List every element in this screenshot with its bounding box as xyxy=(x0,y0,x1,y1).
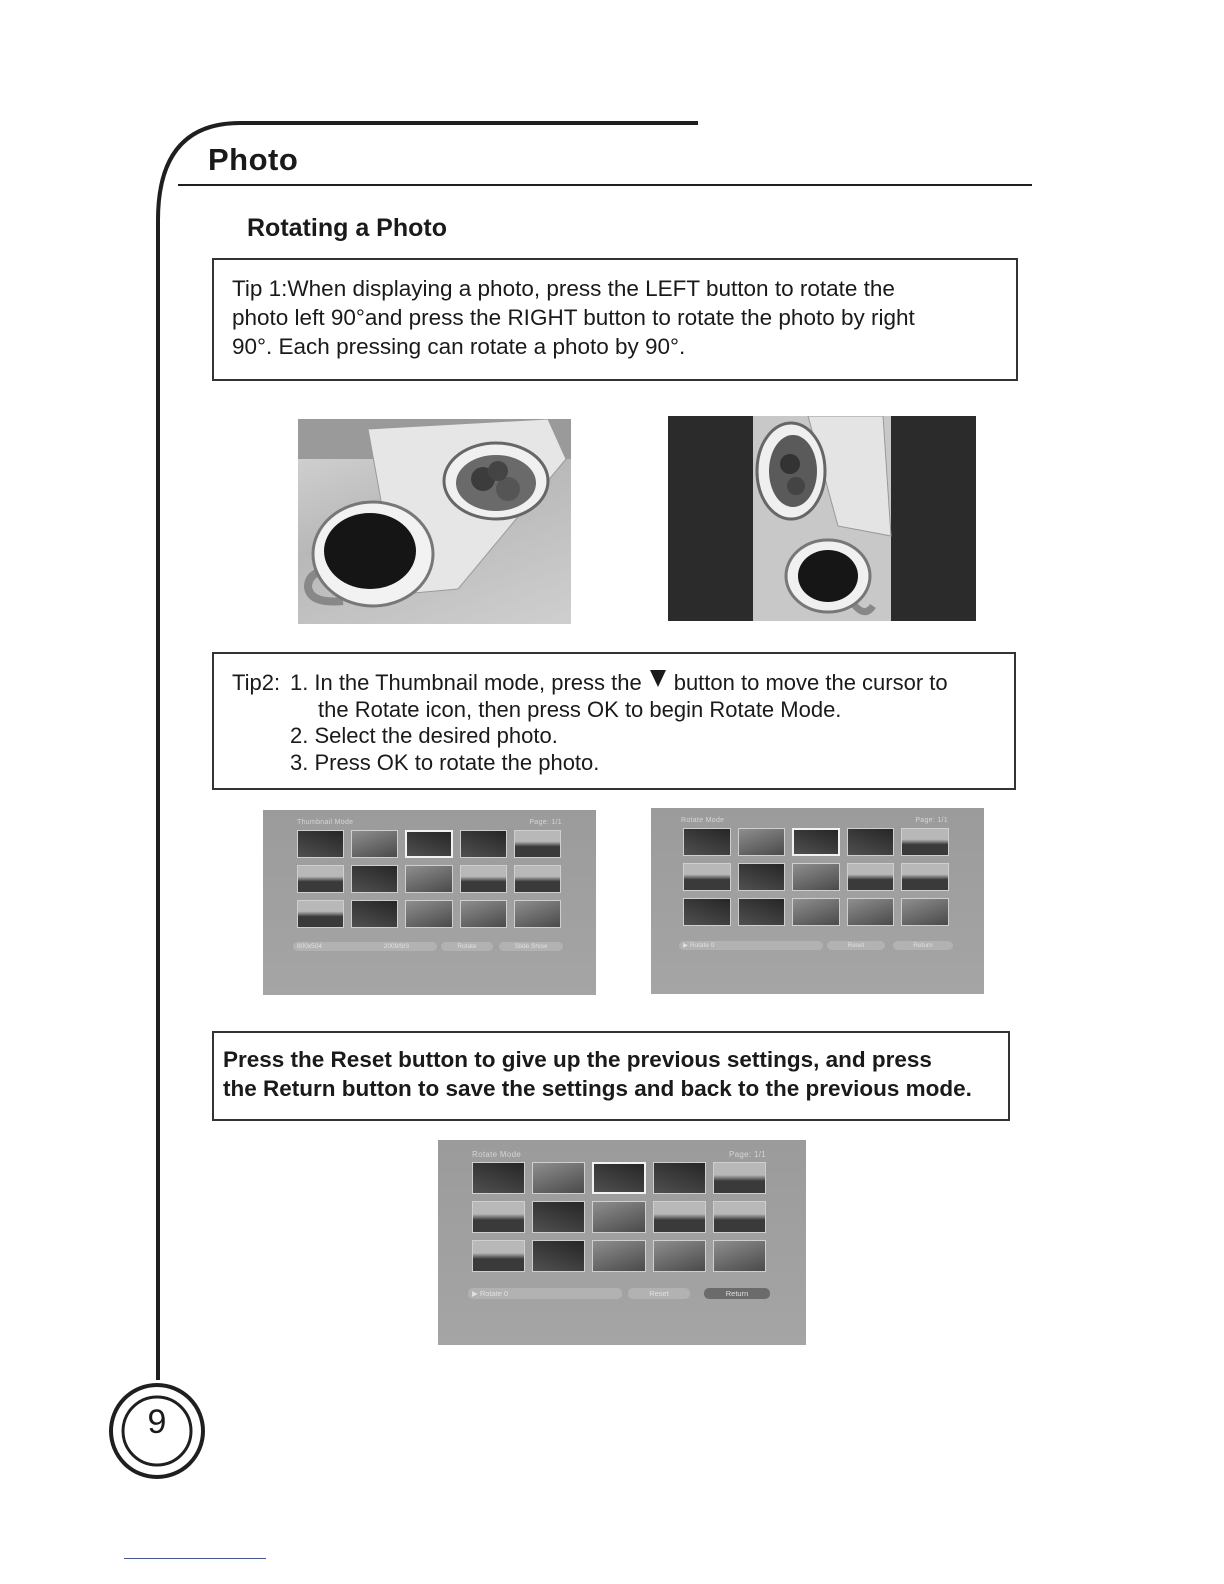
rotate-status-bar xyxy=(468,1288,622,1299)
thumbnail xyxy=(653,1201,706,1233)
tip2-step2: 2. Select the desired photo. xyxy=(290,723,558,748)
thumbnail xyxy=(351,830,398,858)
tip2-label: Tip2: xyxy=(232,670,281,695)
down-arrow-icon xyxy=(650,670,666,687)
thumbnail xyxy=(901,898,949,926)
step-number: 1. xyxy=(290,670,309,695)
thumbnail xyxy=(847,828,895,856)
footer-divider xyxy=(124,1558,266,1559)
resolution-text: 800x504 xyxy=(297,943,322,950)
thumbnail xyxy=(713,1240,766,1272)
tip1-line: photo left 90°and press the RIGHT button to rotate the photo by right xyxy=(232,305,915,330)
thumbnail xyxy=(297,830,344,858)
reset-button[interactable]: Reset xyxy=(628,1288,690,1299)
screen-page: Page: 1/1 xyxy=(915,817,948,824)
rotate-status-bar xyxy=(679,941,823,950)
thumbnail xyxy=(351,900,398,928)
thumbnail xyxy=(297,900,344,928)
thumbnail xyxy=(683,863,731,891)
thumbnail xyxy=(901,863,949,891)
tip2-step1-cont: the Rotate icon, then press OK to begin Rotate Mode. xyxy=(318,696,842,722)
thumbnail-grid xyxy=(683,828,949,926)
thumbnail xyxy=(472,1240,525,1272)
thumbnail xyxy=(847,898,895,926)
thumbnail xyxy=(351,865,398,893)
thumbnail-grid xyxy=(297,830,561,928)
rotate-mode-return-screenshot xyxy=(438,1140,806,1345)
play-icon: ▶ xyxy=(472,1289,478,1298)
thumbnail xyxy=(847,863,895,891)
page-title: Photo xyxy=(208,142,299,177)
thumbnail xyxy=(738,828,786,856)
thumbnail xyxy=(405,865,452,893)
thumbnail xyxy=(460,900,507,928)
coffee-photo-rotated xyxy=(668,416,976,621)
rotate-status: Rotate 0 xyxy=(479,1289,509,1298)
reset-button[interactable]: Reset xyxy=(827,941,885,950)
rotate-mode-screenshot xyxy=(651,808,984,994)
reset-return-note xyxy=(212,1031,1010,1121)
thumbnail-grid xyxy=(472,1162,766,1272)
thumbnail xyxy=(738,863,786,891)
slideshow-button[interactable]: Slide Show xyxy=(499,942,563,951)
tip1-line: Tip 1:When displaying a photo, press the LEFT button to rotate the xyxy=(232,276,895,301)
note-line: Press the Reset button to give up the previous settings, and press xyxy=(223,1047,932,1072)
thumbnail xyxy=(653,1240,706,1272)
page-number: 9 xyxy=(147,1403,167,1441)
thumbnail xyxy=(532,1201,585,1233)
rotate-status: Rotate 0 xyxy=(689,942,715,949)
thumbnail xyxy=(514,830,561,858)
rotate-button[interactable]: Rotate xyxy=(441,942,493,951)
thumbnail xyxy=(592,1201,645,1233)
thumbnail xyxy=(532,1240,585,1272)
screen-title: Rotate Mode xyxy=(472,1150,522,1159)
thumbnail-mode-screenshot xyxy=(263,810,596,995)
screen-title: Rotate Mode xyxy=(681,817,725,824)
thumbnail xyxy=(653,1162,706,1194)
thumbnail xyxy=(683,828,731,856)
tip2-step3: 3. Press OK to rotate the photo. xyxy=(290,749,600,775)
thumbnail xyxy=(514,865,561,893)
thumbnail xyxy=(472,1201,525,1233)
thumbnail xyxy=(460,830,507,858)
info-bar xyxy=(293,942,437,951)
tip2-step1-text: button to move the cursor to xyxy=(673,670,948,695)
thumbnail xyxy=(514,900,561,928)
coffee-photo-original xyxy=(298,419,571,624)
thumbnail xyxy=(792,863,840,891)
thumbnail xyxy=(683,898,731,926)
screen-title: Thumbnail Mode xyxy=(297,819,354,826)
tip2-step1-text: In the Thumbnail mode, press the xyxy=(314,670,642,695)
thumbnail xyxy=(792,898,840,926)
screen-page: Page: 1/1 xyxy=(529,819,562,826)
tip2-box xyxy=(212,652,1016,790)
screen-page: Page: 1/1 xyxy=(729,1150,766,1159)
thumbnail xyxy=(901,828,949,856)
thumbnail xyxy=(405,900,452,928)
note-line: the Return button to save the settings and back to the previous mode. xyxy=(223,1076,972,1101)
thumbnail xyxy=(713,1201,766,1233)
thumbnail xyxy=(297,865,344,893)
play-icon: ▶ xyxy=(683,942,688,949)
thumbnail xyxy=(792,828,840,856)
thumbnail xyxy=(592,1240,645,1272)
return-button[interactable]: Return xyxy=(704,1288,770,1299)
date-text: 2009/9/3 xyxy=(383,943,410,950)
thumbnail xyxy=(472,1162,525,1194)
thumbnail xyxy=(405,830,452,858)
thumbnail xyxy=(460,865,507,893)
section-heading: Rotating a Photo xyxy=(247,214,447,242)
thumbnail xyxy=(713,1162,766,1194)
return-button[interactable]: Return xyxy=(893,941,953,950)
tip1-box xyxy=(212,258,1018,381)
thumbnail xyxy=(738,898,786,926)
thumbnail xyxy=(532,1162,585,1194)
thumbnail xyxy=(592,1162,645,1194)
tip1-line: 90°. Each pressing can rotate a photo by 90°. xyxy=(232,334,686,359)
